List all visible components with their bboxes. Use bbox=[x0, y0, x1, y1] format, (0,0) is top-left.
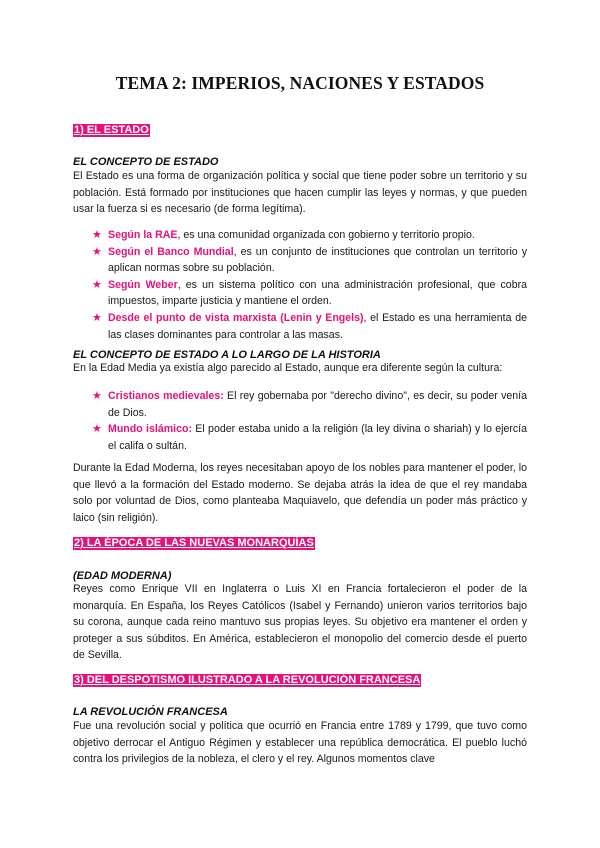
list-item-text: , es una comunidad organizada con gobierno y territorio propio. bbox=[177, 229, 475, 241]
subheading-revolucion-francesa: LA REVOLUCIÓN FRANCESA bbox=[73, 706, 228, 718]
list-item bbox=[92, 244, 527, 277]
list-item bbox=[92, 388, 527, 421]
paragraph-edad-moderna: Durante la Edad Moderna, los reyes necesitaban apoyo de los nobles para mantener el poder, lo que llevó a la formación del Estado moderno. Se dejaba atrás la idea de que el rey mandaba solo por voluntad de Dios, como planteaba Maquiavelo, que defendía un poder más práctico y laico (sin religión). bbox=[73, 462, 527, 524]
list-item-label: Según la RAE bbox=[108, 229, 178, 241]
list-item-text: El poder estaba unido a la religión (la ley divina o shariah) y lo ejercía el califa o sultán. bbox=[108, 423, 527, 452]
list-item-text: , es un conjunto de instituciones que controlan un territorio y aplican normas sobre su población. bbox=[108, 245, 527, 275]
star-icon: ★ bbox=[92, 278, 102, 291]
list-item-label: Según Weber bbox=[108, 278, 178, 291]
list-item bbox=[92, 277, 527, 310]
list-item-label: Según el Banco Mundial bbox=[108, 245, 234, 258]
list-item-text: , el Estado es una herramienta de las clases dominantes para controlar a las masas. bbox=[108, 311, 527, 341]
subheading-concepto-estado: EL CONCEPTO DE ESTADO bbox=[73, 156, 219, 168]
list-item-label: Cristianos medievales: bbox=[108, 390, 224, 402]
paragraph-revolucion: Fue una revolución social y política que ocurrió en Francia entre 1789 y 1799, que tuvo como objetivo derrocar el Antiguo Régimen y establecer una república democrática. El pueblo luchó contra los privilegios de la nobleza, el clero y el rey. Algunos momentos clave bbox=[73, 720, 527, 766]
list-item-label: Desde el punto de vista marxista (Lenin y Engels) bbox=[108, 311, 364, 324]
paragraph-monarquias: Reyes como Enrique VII en Inglaterra o Luis XI en Francia fortalecieron el poder de la monarquía. En España, los Reyes Católicos (Isabel y Fernando) unieron varios territorios bajo su corona, aunque cada reino mantuvo sus propias leyes. Su objetivo era mantener el orden y proteger a sus súbditos. En América, establecieron el monopolio del comercio desde el puerto de Sevilla. bbox=[73, 583, 527, 662]
section-heading-estado: 1) EL ESTADO bbox=[74, 124, 149, 136]
list-item bbox=[92, 227, 527, 244]
subheading-edad-moderna: (EDAD MODERNA) bbox=[73, 570, 172, 582]
list-item-text: , es un sistema político con una administración profesional, que cobra impuestos, imparte justicia y mantiene el orden. bbox=[108, 278, 528, 308]
section-heading-nuevas-monarquias: 2) LA ÉPOCA DE LAS NUEVAS MONARQUÍAS bbox=[74, 537, 314, 549]
star-icon: ★ bbox=[92, 229, 102, 241]
star-icon: ★ bbox=[92, 311, 102, 324]
list-definiciones bbox=[92, 227, 527, 343]
page-title: TEMA 2: IMPERIOS, NACIONES Y ESTADOS bbox=[115, 73, 485, 93]
list-item-label: Mundo islámico: bbox=[108, 423, 192, 436]
list-item-text: El rey gobernaba por "derecho divino", es decir, su poder venía de Dios. bbox=[108, 390, 527, 419]
paragraph-edad-media: En la Edad Media ya existía algo parecido al Estado, aunque era diferente según la cultura: bbox=[73, 362, 503, 374]
paragraph-definicion-estado: El Estado es una forma de organización política y social que tiene poder sobre un territorio y su población. Está formado por instituciones que hacen cumplir las leyes y normas, y que pueden usar la fuerza si es necesario (de forma legítima). bbox=[73, 170, 527, 216]
list-item bbox=[92, 310, 527, 343]
star-icon: ★ bbox=[92, 245, 102, 258]
star-icon: ★ bbox=[92, 423, 102, 436]
subheading-estado-historia: EL CONCEPTO DE ESTADO A LO LARGO DE LA HISTORIA bbox=[73, 349, 381, 361]
star-icon: ★ bbox=[92, 390, 102, 402]
list-culturas bbox=[92, 388, 527, 454]
section-heading-despotismo: 3) DEL DESPOTISMO ILUSTRADO A LA REVOLUCIÓN FRANCESA bbox=[74, 674, 421, 686]
list-item bbox=[92, 421, 527, 454]
